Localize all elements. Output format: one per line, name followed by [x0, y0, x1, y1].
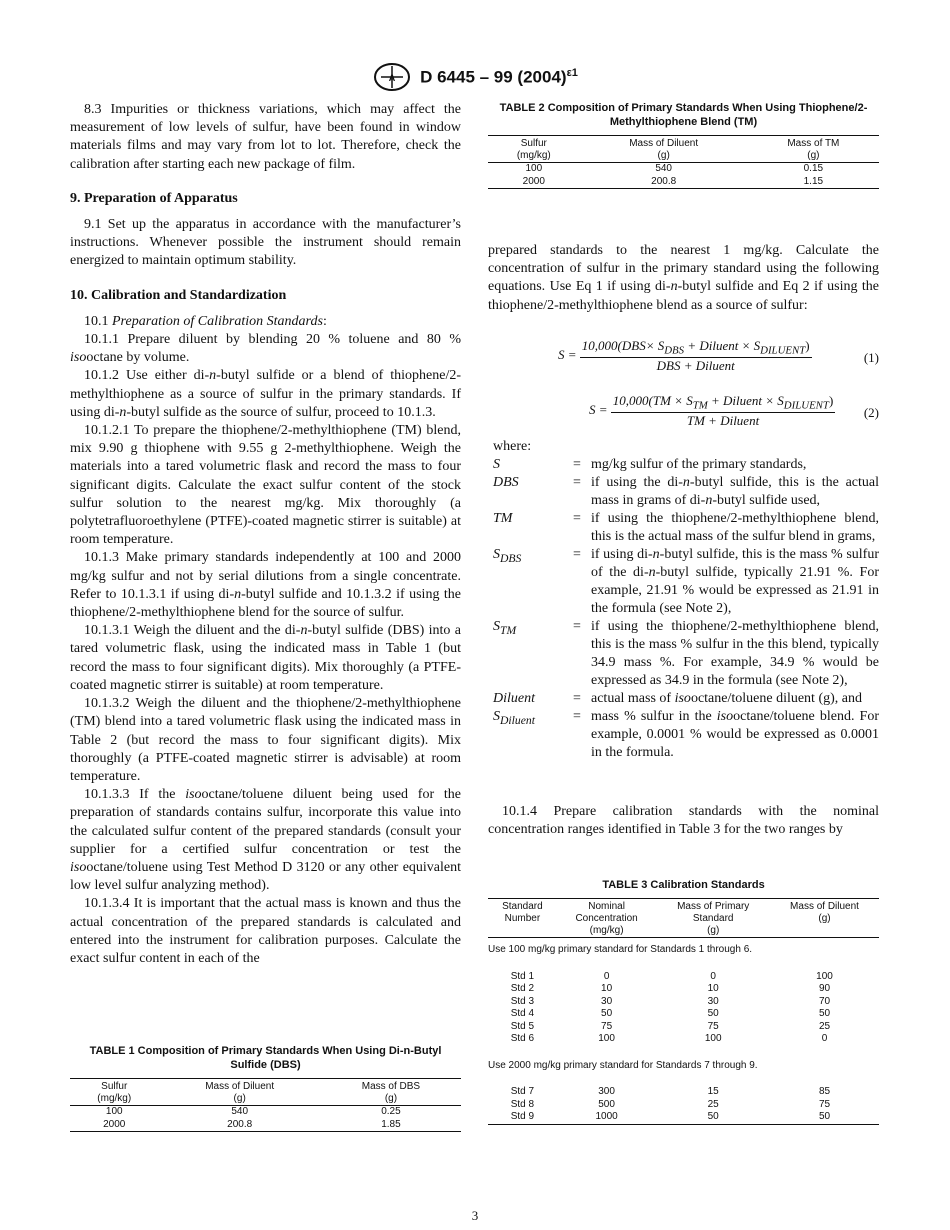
definition-s: S = mg/kg sulfur of the primary standards,: [493, 457, 807, 472]
definition-dbs: DBS = if using the di-n-butyl sulfide, this is the actual mass in grams of di-n-butyl sulfide used,: [493, 475, 880, 508]
table-cell: Std 4: [510, 1008, 535, 1019]
column-header: Sulfur (mg/kg): [516, 138, 551, 161]
table-cell: 100: [816, 970, 833, 982]
table-cell: 1000: [595, 1111, 618, 1122]
table-cell: Std 6: [510, 1033, 535, 1044]
right-column: [488, 242, 879, 315]
table-cell: 300: [598, 1086, 615, 1097]
page-number: 3: [471, 1208, 479, 1223]
definition-diluent: Diluent = actual mass of isooctane/toluene diluent (g), and: [493, 691, 862, 706]
table-cell: 75: [601, 1020, 613, 1032]
para-10-1-3-4: 10.1.3.4 It is important that the actual mass is known and thus the actual concentration of the prepared standards is calculated and entered into the instrument for calibration purposes. Calculate the exact sulfur content in each of the: [70, 896, 461, 966]
para-10-1-3-1: 10.1.3.1 Weigh the diluent and the di-n-butyl sulfide (DBS) into a tared volumetric flask, using the indicated mass in Table 1 (but record the mass to four significant digits). Mix thoroughly (a PTFE-coated magnetic stirrer is suitable) at room temperature.: [70, 623, 461, 693]
table-cell: 30: [707, 995, 719, 1007]
equation-lhs: S =: [558, 346, 577, 362]
table-cell: 10: [601, 983, 613, 994]
column-header: Mass of Diluent (g): [205, 1081, 275, 1104]
table-cell: 1.85: [381, 1118, 401, 1130]
equation-lhs: S =: [589, 401, 608, 417]
table-cell: 0.25: [381, 1106, 401, 1117]
equation-fraction: $\frac{10,000(TM \times S_{TM} + Diluent \times S_{DILUENT})}{\text{TM + Diluent}}$: [612, 393, 834, 428]
equation-2: [488, 393, 879, 433]
equation-1: [488, 338, 879, 378]
table-cell: 50: [818, 1008, 831, 1019]
table-cell: 0: [710, 970, 716, 982]
table-header-row: [70, 1079, 461, 1106]
para-continued: prepared standards to the nearest 1 mg/kg. Calculate the concentration of sulfur in the primary standard using the following equations. Use Eq 1 if using di-n-butyl sulfide and Eq 2 if using the thiophene/2-methylthiophene blend as a source of sulfur:: [488, 243, 880, 313]
table-cell: 1.15: [803, 175, 824, 187]
para-8-3: 8.3 Impurities or thickness variations, which may affect the measurement of low levels of sulfur, have been found in window materials films and may vary from lot to lot. Therefore, check the calibration after starting each new package of film.: [70, 102, 461, 172]
table-cell: 25: [818, 1020, 831, 1032]
table-row: [488, 176, 879, 189]
table-1: [70, 1078, 461, 1132]
table-3: [488, 898, 879, 1125]
table-cell: 0.15: [803, 163, 824, 174]
table-row: [488, 1008, 879, 1021]
astm-logo-icon: [372, 62, 412, 92]
table-cell: Std 1: [510, 970, 535, 982]
table-cell: 75: [707, 1020, 719, 1032]
para-10-1-3-2: 10.1.3.2 Weigh the diluent and the thiophene/2-methylthiophene (TM) blend into a tared volumetric flask using the indicated mass in Table 2 (but record the mass to four significant digits). Mix thoroughly (a PTFE-coated magnetic stirrer is advisable) at room temperature.: [70, 696, 461, 784]
column-header: Mass of Diluent (g): [790, 901, 859, 924]
table-row: [70, 1119, 461, 1132]
table-cell: 540: [231, 1106, 249, 1117]
document-designation: D 6445 – 99 $(2004)^{\varepsilon 1}$: [420, 66, 578, 87]
table-cell: 50: [601, 1008, 613, 1019]
where-label: where:: [493, 439, 532, 454]
table-cell: Std 8: [510, 1098, 535, 1110]
para-10-1-2-1: 10.1.2.1 To prepare the thiophene/2-methylthiophene (TM) blend, mix 9.90 g thiophene with 9.55 g 2-methylthiophene. Weigh the materials into a tared volumetric flask and record the mass to four significant digits. Calculate the exact sulfur content of the stock sulfur solution to the nearest mg/kg. Mix thoroughly (a polytetrafluoroethylene (PTFE)-coated magnetic stirrer is suitable) at room temperature.: [70, 423, 461, 548]
table-cell: 100: [598, 1033, 615, 1044]
table-cell: 30: [601, 995, 613, 1007]
table-1-caption: TABLE 1 Composition of Primary Standards When Using Di-n-Butyl Sulfide (DBS): [89, 1045, 442, 1071]
definition-s-dbs: $S_{DBS}$ = if using di-n-butyl sulfide, this is the mass % sulfur of the di-n-butyl sulfide, typically 21.91 %. For example, 21.91 % would be expressed as 21.91 in the formula (see Note 2),: [493, 547, 879, 616]
table-cell: 2000: [103, 1118, 126, 1130]
table-cell: 100: [704, 1033, 722, 1044]
table-cell: 540: [655, 163, 672, 174]
table-row: [488, 1086, 879, 1099]
equation-fraction: $\frac{10,000(DBS\times S_{DBS} + Diluent \times S_{DILUENT})}{\text{DBS + Diluent}}$: [581, 338, 810, 373]
column-header: Mass of Diluent (g): [629, 138, 699, 161]
table-cell: 50: [818, 1111, 831, 1122]
table-cell: 100: [525, 163, 543, 174]
definition-tm: TM = if using the thiophene/2-methylthiophene blend, this is the actual mass of the sulfur blend in grams,: [493, 511, 879, 544]
para-10-1: 10.1 Preparation of Calibration Standards:: [84, 313, 327, 329]
definition-s-diluent: $S_{Diluent}$ = mass % sulfur in the isooctane/toluene blend. For example, 0.0001 % would be expressed as 0.0001 in the formula.: [493, 709, 879, 760]
table-2-caption: TABLE 2 Composition of Primary Standards When Using Thiophene/2-Methylthiophene Blend (TM): [499, 102, 868, 128]
group-label-row: [488, 938, 879, 971]
right-column-bottom: [488, 803, 879, 839]
table-cell: 100: [105, 1106, 123, 1117]
section-10-heading: 10. Calibration and Standardization: [70, 287, 287, 303]
definition-s-tm: $S_{TM}$ = if using the thiophene/2-methylthiophene blend, this is the mass % sulfur in the this blend, typically 34.9 mass %. For example, 34.9 % would be expressed as 34.9 in the formula (see Note 2),: [493, 619, 879, 688]
table-cell: 200.8: [227, 1118, 253, 1130]
para-10-1-3-3: 10.1.3.3 If the isooctane/toluene diluent being used for the preparation of standards contains sulfur, incorporate this value into the calculated sulfur content of the prepared standards (consult your supplier for a certified sulfur concentration or test the isooctane/toluene using Test Method D 3120 or any other equivalent low level sulfur analyzing method).: [70, 787, 461, 894]
table-row: [488, 983, 879, 996]
table-cell: Std 2: [510, 983, 535, 994]
page-header: [0, 62, 950, 92]
table-row: [488, 996, 879, 1009]
table-row: [488, 1021, 879, 1034]
equation-number: (2): [863, 405, 879, 420]
table-cell: 75: [818, 1098, 831, 1110]
group-label: Use 2000 mg/kg primary standard for Standards 7 through 9.: [488, 1059, 758, 1071]
table-row: [488, 971, 879, 984]
para-9-1: 9.1 Set up the apparatus in accordance with the manufacturer’s instructions. Whenever possible the instrument should remain energized to maintain optimum stability.: [70, 217, 461, 269]
left-column: [70, 101, 461, 968]
table-cell: 0: [603, 970, 610, 982]
table-cell: 25: [707, 1098, 719, 1110]
table-cell: 15: [707, 1086, 719, 1097]
table-cell: 2000: [522, 175, 545, 187]
table-cell: 90: [818, 983, 831, 994]
table-row: [488, 163, 879, 176]
table-cell: Std 9: [510, 1111, 535, 1122]
group-label: Use 100 mg/kg primary standard for Standards 1 through 6.: [488, 944, 753, 955]
table-2-block: [488, 101, 879, 189]
table-3-block: [488, 878, 879, 1125]
column-header: Standard Number: [502, 901, 543, 924]
para-10-1-4: 10.1.4 Prepare calibration standards with the nominal concentration ranges identified in Table 3 for the two ranges by: [488, 804, 879, 838]
para-10-1-2: 10.1.2 Use either di-n-butyl sulfide or a blend of thiophene/2-methylthiophene as a source of sulfur in the primary standards. If using di-n-butyl sulfide as the source of sulfur, proceed to 10.1.3.: [70, 368, 461, 420]
column-header: Mass of Primary Standard (g): [677, 901, 750, 936]
table-cell: 50: [707, 1008, 719, 1019]
equation-number: (1): [863, 350, 879, 365]
table-row: [70, 1106, 461, 1119]
table-header-row: [488, 899, 879, 938]
table-row: [488, 1099, 879, 1112]
table-row: [488, 1111, 879, 1124]
table-cell: 70: [818, 995, 831, 1007]
table-cell: 85: [818, 1086, 831, 1097]
table-cell: 500: [598, 1098, 615, 1110]
table-header-row: [488, 136, 879, 163]
table-cell: Std 3: [510, 995, 535, 1007]
table-cell: Std 5: [510, 1020, 535, 1032]
column-header: Mass of DBS (g): [361, 1081, 421, 1104]
para-10-1-1: 10.1.1 Prepare diluent by blending 20 % toluene and 80 % isooctane by volume.: [70, 332, 461, 366]
column-header: Mass of TM (g): [787, 138, 840, 161]
table-1-block: [70, 1044, 461, 1132]
table-cell: 200.8: [651, 175, 677, 187]
section-9-heading: 9. Preparation of Apparatus: [70, 190, 238, 206]
column-header: Sulfur (mg/kg): [97, 1081, 132, 1104]
equation-definitions: [493, 438, 879, 762]
table-row: [488, 1033, 879, 1046]
para-10-1-3: 10.1.3 Make primary standards independently at 100 and 2000 mg/kg sulfur and not by serial dilutions from a single concentrate. Refer to 10.1.3.1 if using di-n-butyl sulfide and 10.1.3.2 if using the thiophene/2-methylthiophene blend for the source of sulfur.: [70, 550, 461, 621]
table-cell: 0: [821, 1033, 828, 1044]
table-cell: Std 7: [510, 1086, 535, 1097]
table-3-caption: TABLE 3 Calibration Standards: [602, 879, 765, 891]
table-cell: 50: [707, 1111, 719, 1122]
group-label-row: [488, 1046, 879, 1087]
svg-text:A: A: [388, 73, 396, 83]
column-header: Nominal Concentration (mg/kg): [575, 901, 638, 936]
table-2: [488, 135, 879, 189]
table-cell: 10: [707, 983, 719, 994]
